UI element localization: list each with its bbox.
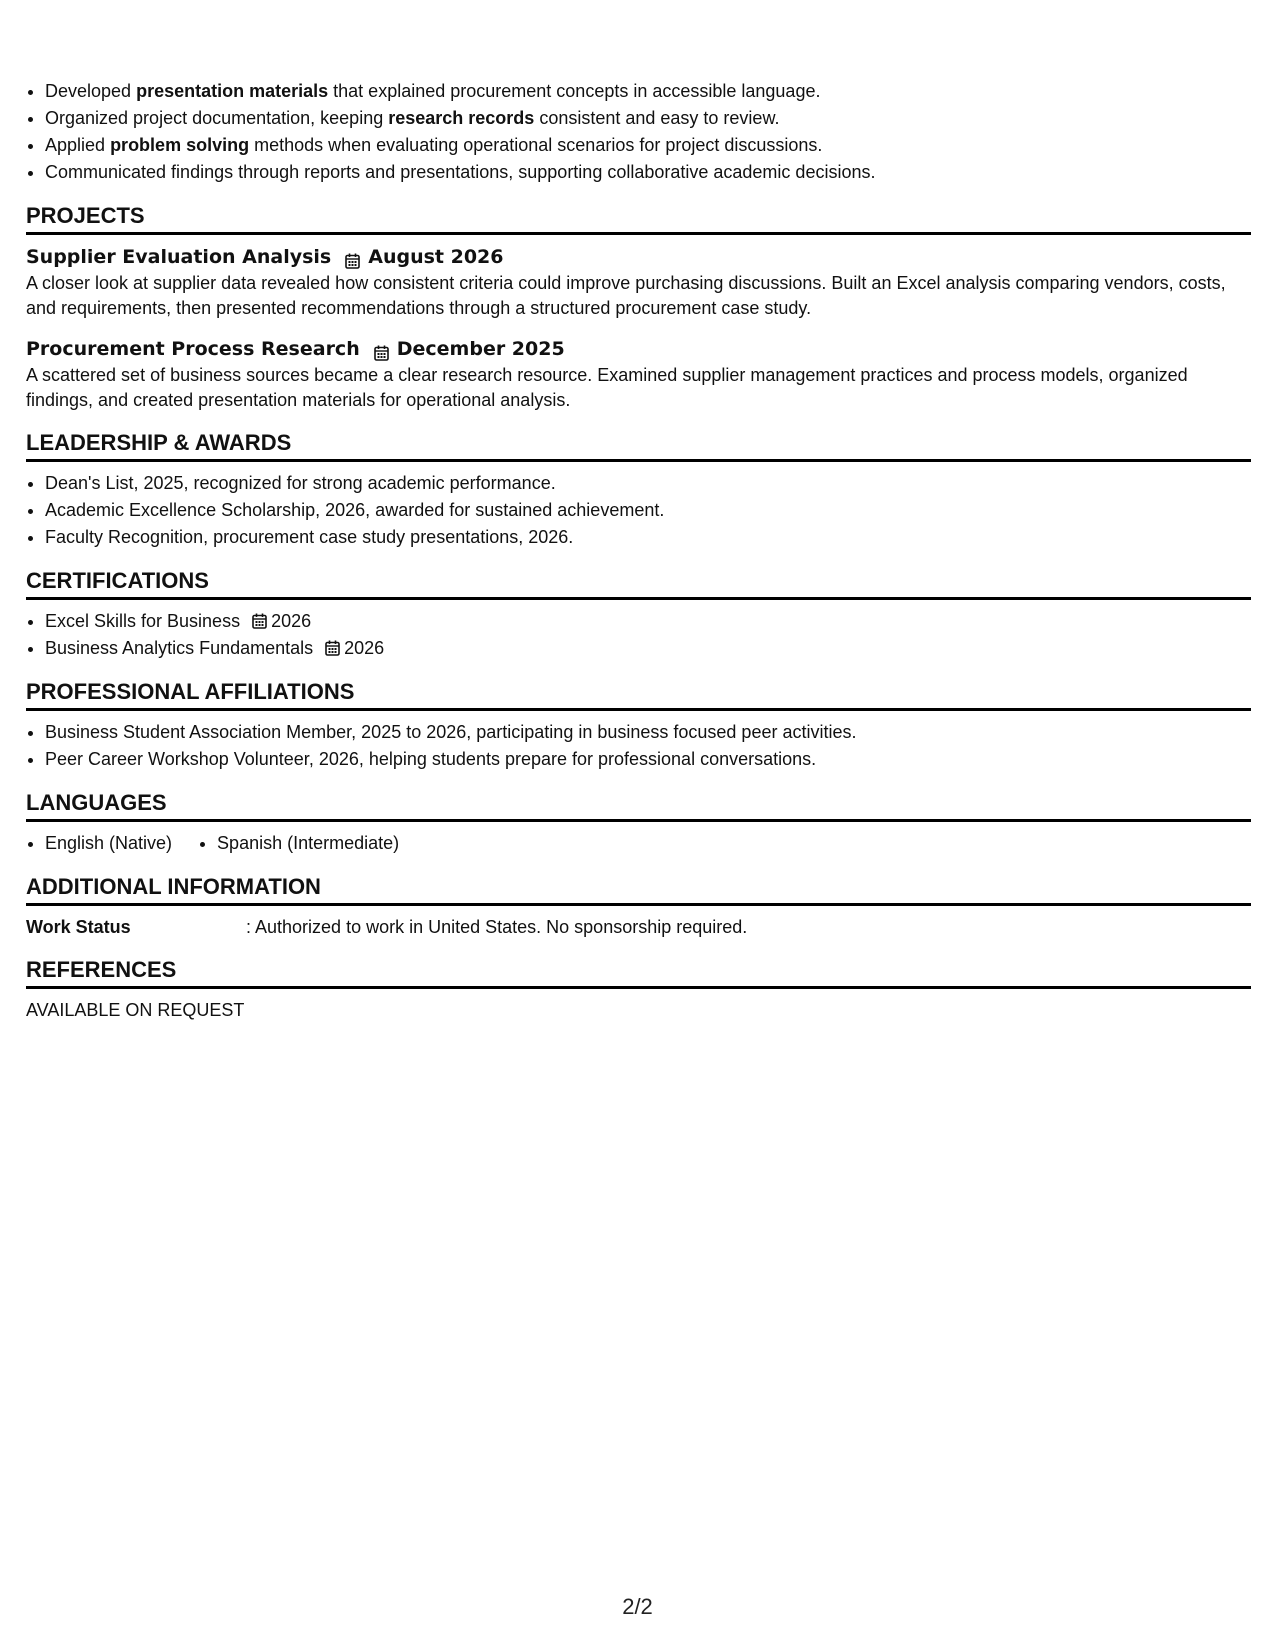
list-item: • Communicated findings through reports and presentations, supporting collaborative academic decisions. bbox=[45, 159, 1251, 186]
section-title-certifications: CERTIFICATIONS bbox=[26, 567, 1251, 600]
list-item: • Academic Excellence Scholarship, 2026, awarded for sustained achievement. bbox=[45, 497, 1251, 524]
calendar-icon bbox=[252, 610, 267, 626]
section-title-references: REFERENCES bbox=[26, 956, 1251, 989]
certification-name: Business Analytics Fundamentals bbox=[45, 638, 314, 658]
project-date: August 2026 bbox=[368, 246, 504, 268]
project-item bbox=[26, 335, 1251, 413]
list-item: • Faculty Recognition, procurement case study presentations, 2026. bbox=[45, 524, 1251, 551]
affiliations-section bbox=[26, 678, 1251, 773]
certification-year: 2026 bbox=[271, 611, 312, 631]
list-item: • Organized project documentation, keeping research records consistent and easy to review. bbox=[45, 105, 1251, 132]
calendar-icon bbox=[374, 341, 389, 357]
work-status-value: : Authorized to work in United States. No sponsorship required. bbox=[246, 917, 748, 937]
project-description: A closer look at supplier data revealed how consistent criteria could improve purchasing discussions. Built an Excel analysis comparing vendors, costs, and requirements, then presented recommendations through a structured procurement case study. bbox=[26, 273, 1226, 318]
section-title-projects: PROJECTS bbox=[26, 202, 1251, 235]
work-status-row bbox=[26, 914, 1251, 940]
references-section bbox=[26, 956, 1251, 1023]
projects-section bbox=[26, 202, 1251, 413]
section-title-affiliations: PROFESSIONAL AFFILIATIONS bbox=[26, 678, 1251, 711]
list-item: • Applied problem solving methods when evaluating operational scenarios for project discussions. bbox=[45, 132, 1251, 159]
project-name: Procurement Process Research bbox=[26, 338, 360, 360]
calendar-icon bbox=[325, 637, 340, 653]
language-item: • English (Native) bbox=[45, 830, 172, 857]
resume-page bbox=[26, 78, 1251, 1023]
section-title-languages: LANGUAGES bbox=[26, 789, 1251, 822]
certification-name: Excel Skills for Business bbox=[45, 611, 241, 631]
list-item: • Developed presentation materials that explained procurement concepts in accessible language. bbox=[45, 78, 1251, 105]
certification-year: 2026 bbox=[344, 638, 385, 658]
additional-info-section bbox=[26, 873, 1251, 940]
list-item: • Business Student Association Member, 2025 to 2026, participating in business focused peer activities. bbox=[45, 719, 1251, 746]
project-date: December 2025 bbox=[396, 338, 565, 360]
project-description: A scattered set of business sources became a clear research resource. Examined supplier management practices and process models, organized findings, and created presentation materials for operational analysis. bbox=[26, 365, 1188, 410]
page-number: 2/2 bbox=[622, 1594, 653, 1619]
language-item: • Spanish (Intermediate) bbox=[217, 830, 399, 857]
calendar-icon bbox=[345, 249, 360, 265]
references-text: AVAILABLE ON REQUEST bbox=[26, 1000, 245, 1020]
certifications-section bbox=[26, 567, 1251, 662]
section-title-additional: ADDITIONAL INFORMATION bbox=[26, 873, 1251, 906]
list-item bbox=[45, 608, 1251, 635]
leadership-section bbox=[26, 429, 1251, 551]
list-item bbox=[45, 635, 1251, 662]
list-item: • Peer Career Workshop Volunteer, 2026, helping students prepare for professional conversations. bbox=[45, 746, 1251, 773]
experience-bullets bbox=[26, 78, 1251, 186]
languages-section bbox=[26, 789, 1251, 857]
project-name: Supplier Evaluation Analysis bbox=[26, 246, 332, 268]
work-status-label: Work Status bbox=[26, 917, 131, 937]
section-title-leadership: LEADERSHIP & AWARDS bbox=[26, 429, 1251, 462]
project-item bbox=[26, 243, 1251, 321]
list-item: • Dean's List, 2025, recognized for strong academic performance. bbox=[45, 470, 1251, 497]
